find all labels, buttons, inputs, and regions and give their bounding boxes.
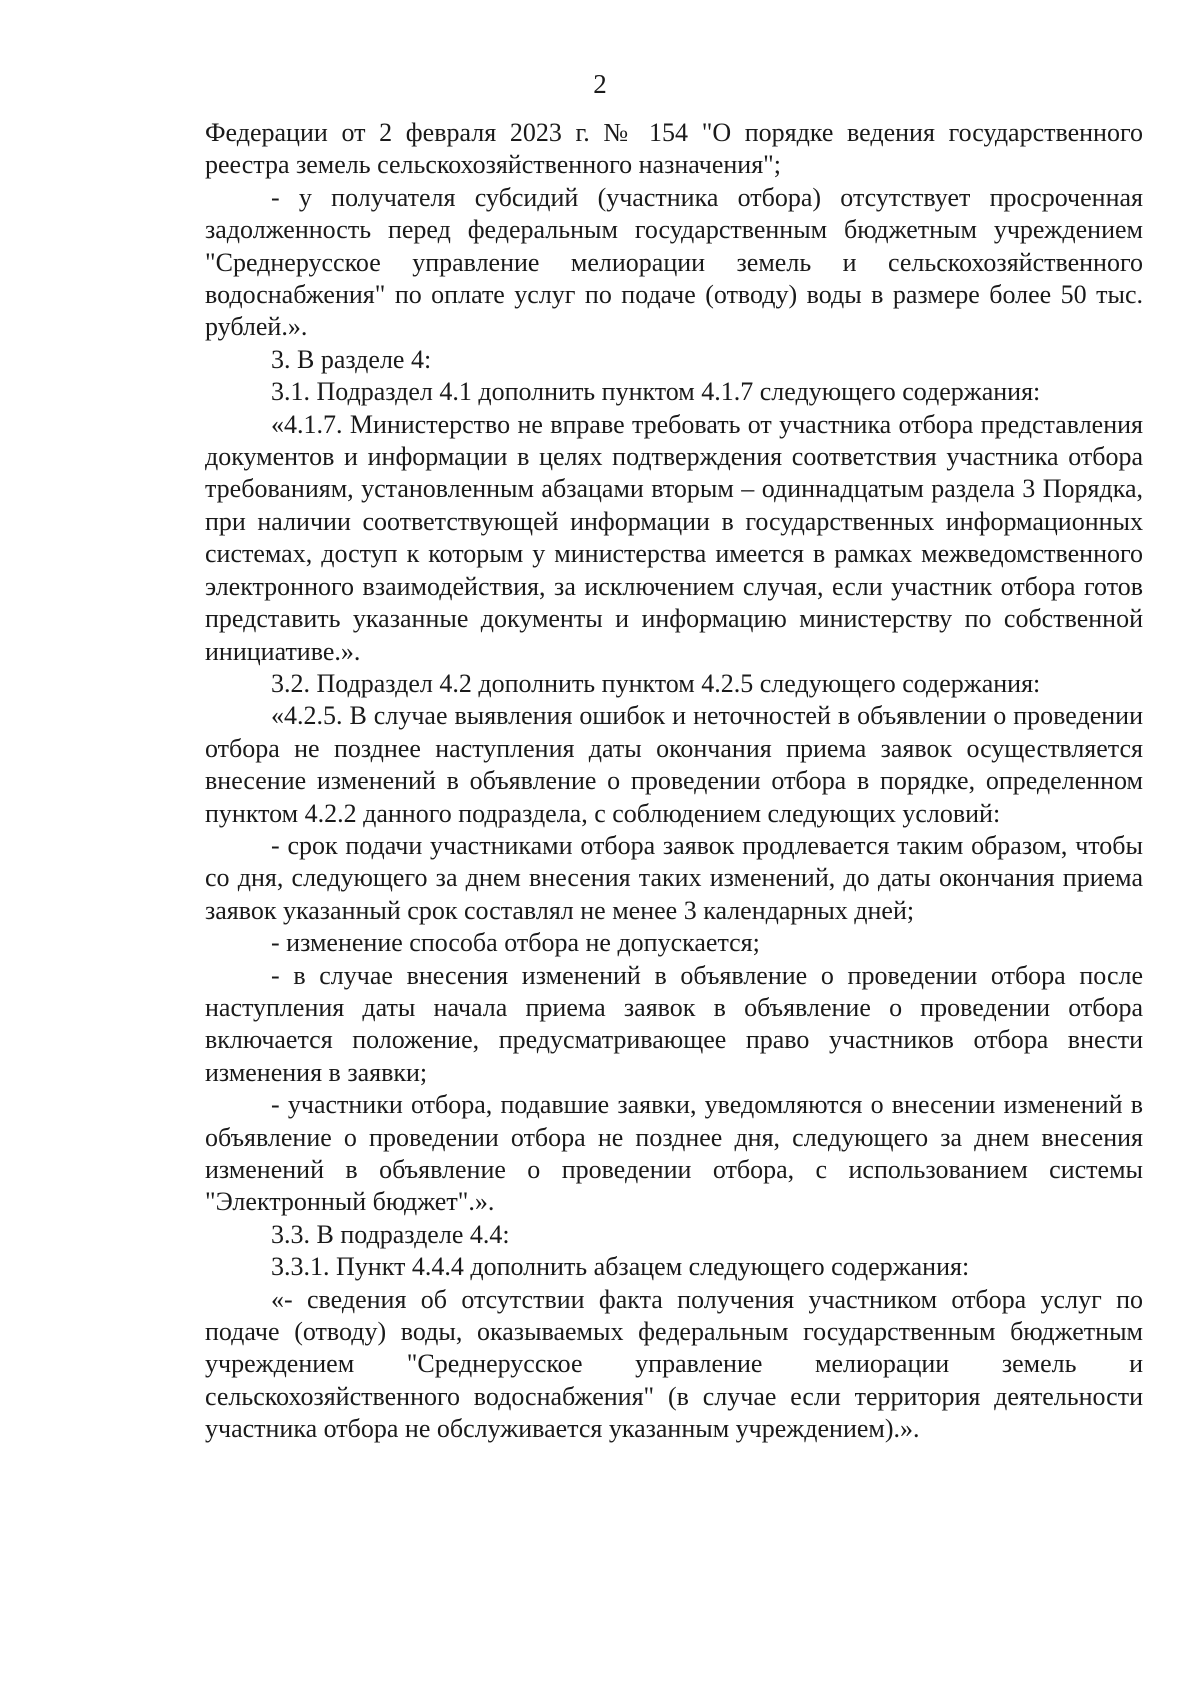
- paragraph-section-4: 3. В разделе 4:: [271, 344, 432, 374]
- page-number: 2: [593, 69, 607, 99]
- paragraph-debt-condition: - у получателя субсидий (участника отбора) отсутствует просроченная задолженность перед федеральным государственным бюджетным учреждением "Среднерусское управление мелиорации земель и сельскохозяйственного водоснабжения" по оплате услуг по подаче (отводу) воды в размере более 50 тыс. рублей.».: [205, 182, 1143, 342]
- paragraph-3-3: 3.3. В подразделе 4.4:: [271, 1219, 510, 1249]
- paragraph-3-2: 3.2. Подраздел 4.2 дополнить пунктом 4.2.5 следующего содержания:: [271, 668, 1041, 698]
- list-item-method: - изменение способа отбора не допускается;: [271, 928, 760, 958]
- paragraph-4-1-7: «4.1.7. Министерство не вправе требовать от участника отбора представления документов и информации в целях подтверждения соответствия участника отбора требованиям, установленным абзацами вторым – одиннадцатым раздела 3 Порядка, при наличии соответствующей информации в государственных информационных системах, доступ к которым у министерства имеется в рамках межведомственного электронного взаимодействия, за исключением случая, если участник отбора готов представить указанные документы и информацию министерству по собственной инициативе.».: [205, 409, 1143, 666]
- paragraph-3-1: 3.1. Подраздел 4.1 дополнить пунктом 4.1.7 следующего содержания:: [271, 377, 1041, 407]
- paragraph-3-3-1: 3.3.1. Пункт 4.4.4 дополнить абзацем следующего содержания:: [271, 1252, 970, 1282]
- document-body: [205, 117, 1143, 1446]
- paragraph-continuation: Федерации от 2 февраля 2023 г. № 154 "О порядке ведения государственного реестра земель сельскохозяйственного назначения";: [205, 118, 1143, 180]
- list-item-notification: - участники отбора, подавшие заявки, уведомляются о внесении изменений в объявление о проведении отбора не позднее дня, следующего за днем внесения изменений в объявление о проведении отбора, с использованием системы "Электронный бюджет".».: [205, 1090, 1143, 1217]
- paragraph-water-services: «- сведения об отсутствии факта получения участником отбора услуг по подаче (отводу) воды, оказываемых федеральным государственным бюджетным учреждением "Среднерусское управление мелиорации земель и сельскохозяйственного водоснабжения" (в случае если территория деятельности участника отбора не обслуживается указанным учреждением).».: [205, 1284, 1143, 1444]
- paragraph-4-2-5: «4.2.5. В случае выявления ошибок и неточностей в объявлении о проведении отбора не позднее наступления даты окончания приема заявок осуществляется внесение изменений в объявление о проведении отбора в порядке, определенном пунктом 4.2.2 данного подраздела, с соблюдением следующих условий:: [205, 701, 1143, 828]
- list-item-amendments: - в случае внесения изменений в объявление о проведении отбора после наступления даты начала приема заявок в объявление о проведении отбора включается положение, предусматривающее право участников отбора внести изменения в заявки;: [205, 960, 1143, 1087]
- list-item-deadline: - срок подачи участниками отбора заявок продлевается таким образом, чтобы со дня, следующего за днем внесения таких изменений, до даты окончания приема заявок указанный срок составлял не менее 3 календарных дней;: [205, 830, 1143, 925]
